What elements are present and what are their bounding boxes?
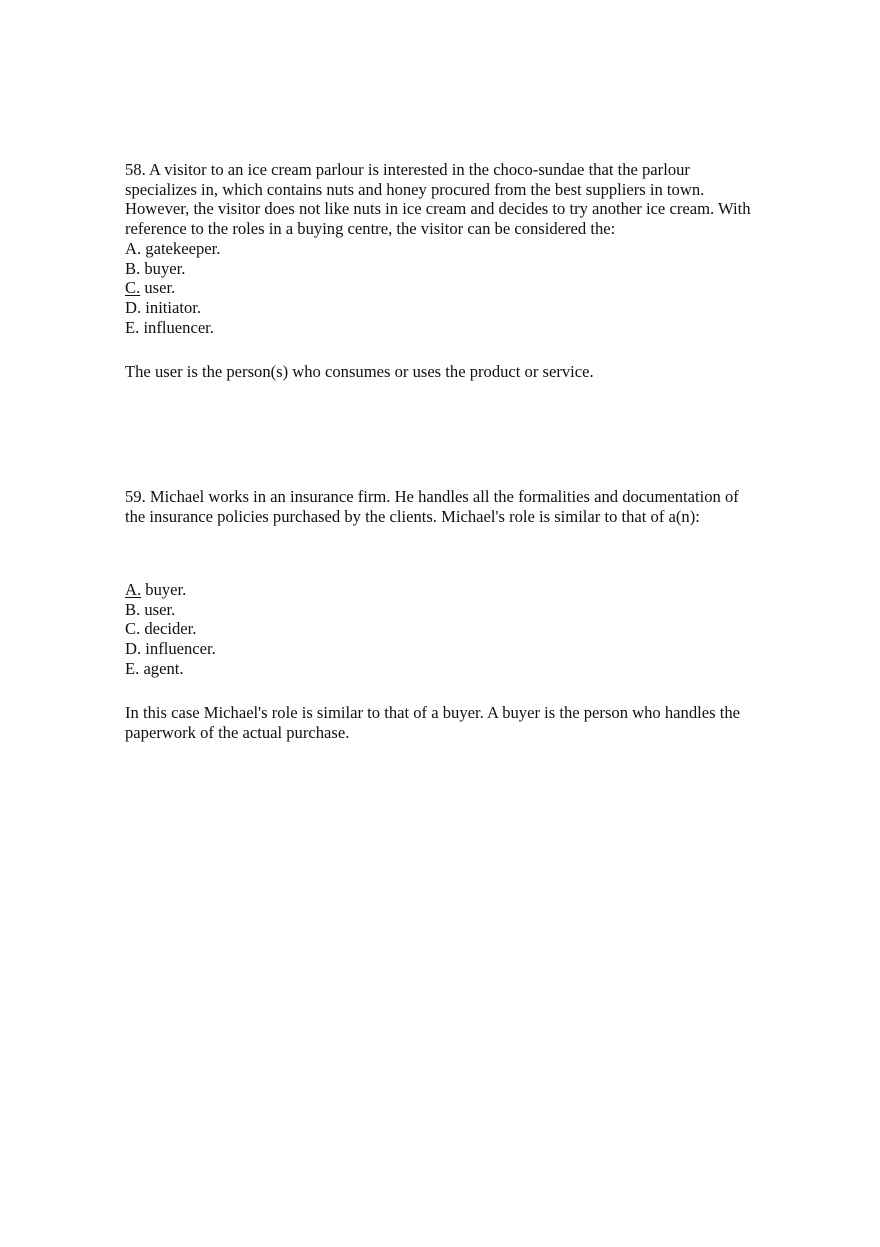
option-text: user.	[140, 278, 176, 298]
option-letter: D.	[125, 297, 142, 317]
question-58-options	[125, 239, 785, 338]
option-c-correct	[125, 278, 785, 298]
option-letter: E.	[125, 658, 140, 678]
option-text: influencer.	[139, 317, 214, 337]
option-letter: A.	[125, 580, 142, 599]
option-e	[125, 659, 216, 679]
option-b	[125, 600, 216, 620]
explanation-line: In this case Michael's role is similar to that of a buyer. A buyer is the person who handles the	[125, 703, 740, 722]
option-d	[125, 639, 216, 659]
question-59-stem	[125, 487, 785, 526]
option-text: gatekeeper.	[141, 238, 221, 258]
option-text: decider.	[140, 619, 197, 639]
question-58-stem	[125, 160, 785, 239]
option-text: influencer.	[141, 639, 216, 659]
question-59-options	[125, 580, 216, 679]
option-text: user.	[140, 599, 176, 619]
option-text: initiator.	[141, 297, 202, 317]
stem-line: reference to the roles in a buying centre, the visitor can be considered the:	[125, 219, 616, 239]
stem-line: the insurance policies purchased by the clients. Michael's role is similar to that of a(n):	[125, 506, 700, 526]
stem-line: 58. A visitor to an ice cream parlour is interested in the choco-sundae that the parlour	[125, 160, 690, 179]
question-58	[125, 160, 785, 337]
option-a-correct	[125, 580, 216, 600]
option-letter: B.	[125, 258, 141, 278]
option-letter: C.	[125, 619, 141, 639]
stem-line: specializes in, which contains nuts and honey procured from the best suppliers in town.	[125, 179, 705, 199]
option-b	[125, 259, 785, 279]
option-a	[125, 239, 785, 259]
option-letter: A.	[125, 238, 142, 258]
option-d	[125, 298, 785, 318]
option-letter: E.	[125, 317, 140, 337]
explanation-line: paperwork of the actual purchase.	[125, 722, 350, 742]
option-letter: D.	[125, 639, 142, 659]
option-text: buyer.	[140, 258, 186, 278]
question-59-explanation	[125, 703, 785, 742]
option-letter: B.	[125, 599, 141, 619]
option-text: buyer.	[141, 580, 187, 599]
option-letter: C.	[125, 278, 141, 298]
option-c	[125, 619, 216, 639]
stem-line: 59. Michael works in an insurance firm. He handles all the formalities and documentation of	[125, 487, 739, 506]
stem-line: However, the visitor does not like nuts in ice cream and decides to try another ice cream. With	[125, 199, 751, 219]
option-e	[125, 318, 785, 338]
option-text: agent.	[139, 658, 184, 678]
question-58-explanation	[125, 362, 785, 382]
explanation-line: The user is the person(s) who consumes or uses the product or service.	[125, 362, 594, 381]
question-59	[125, 487, 785, 526]
